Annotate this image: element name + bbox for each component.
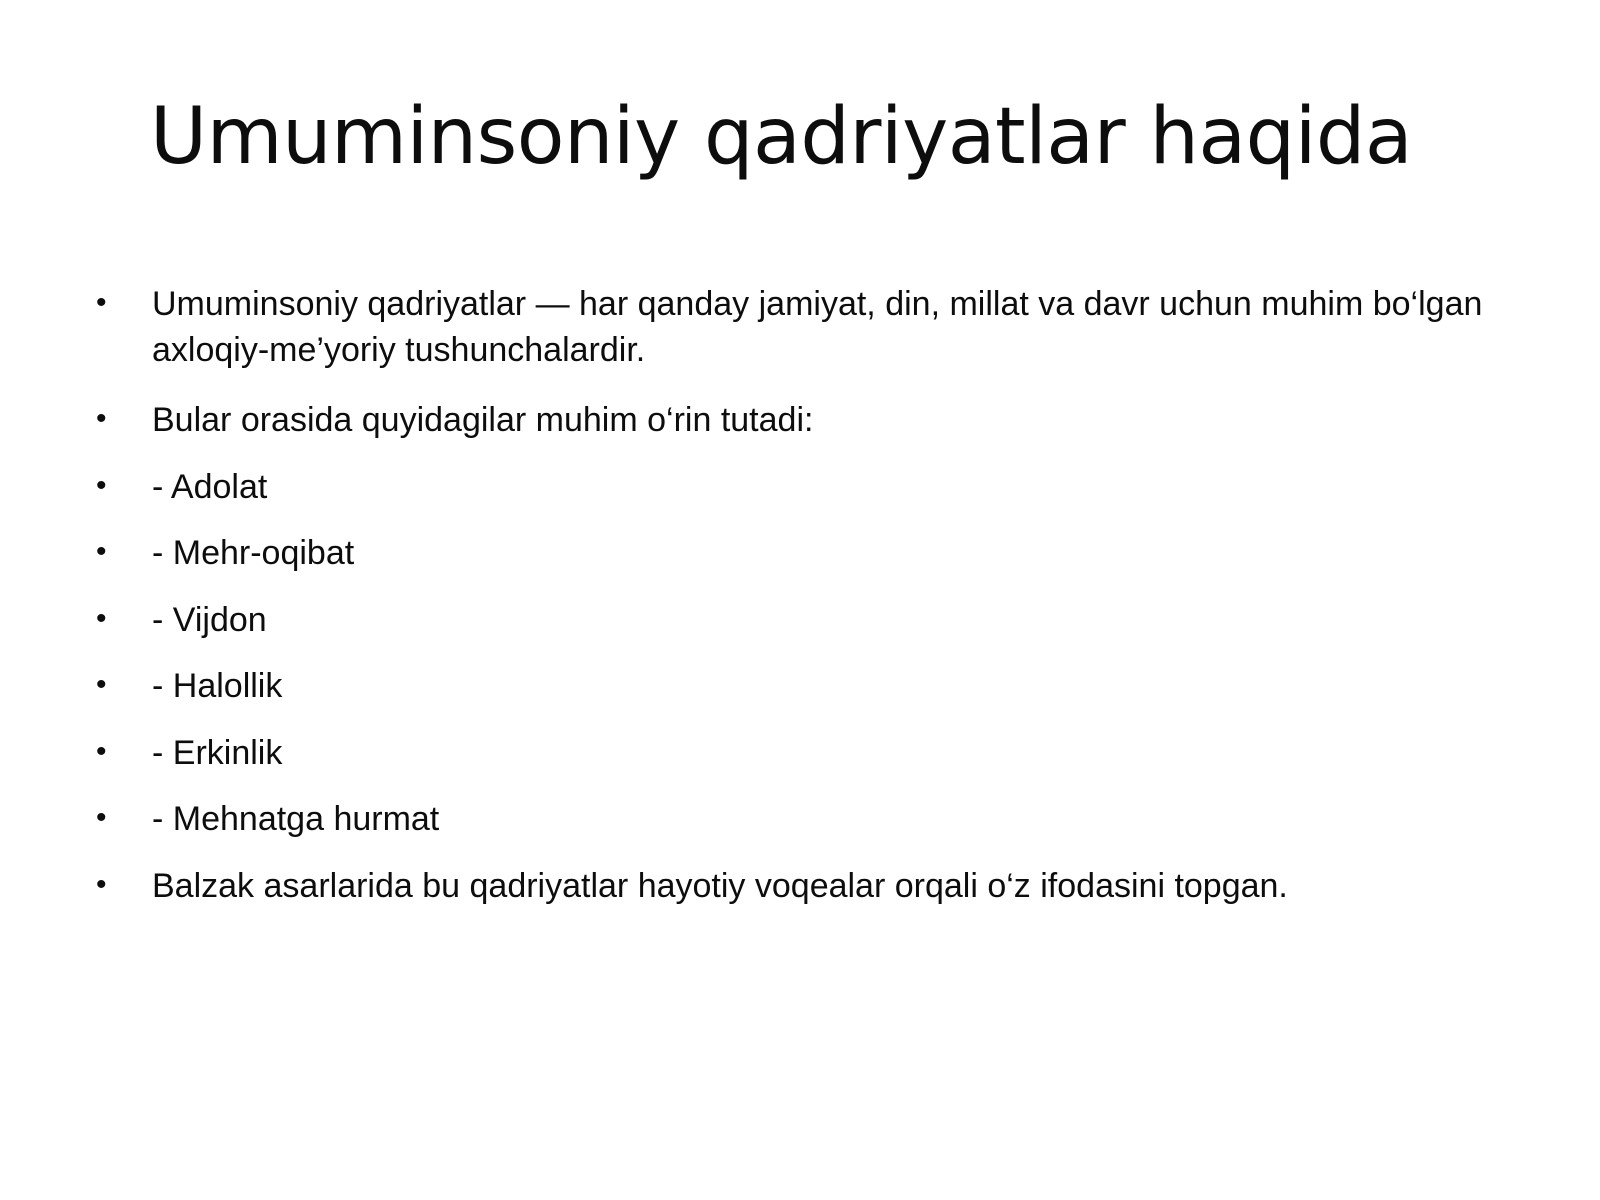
bullet-icon: • [96,668,107,702]
list-item-label: Balzak asarlarida bu qadriyatlar hayotiy voqealar orqali o‘z ifodasini topgan. [152,866,1288,905]
list-item-label: Umuminsoniy qadriyatlar — har qanday jamiyat, din, millat va davr uchun muhim bo‘lgan axloqiy-me’yoriy tushunchalardir. [152,285,1483,369]
list-item [88,797,1508,843]
list-item [88,598,1508,644]
bullet-icon: • [96,801,107,835]
page-title: Umuminsoniy qadriyatlar haqida [150,92,1413,182]
list-item [88,864,1508,910]
list-item-label: - Adolat [152,467,268,506]
bullet-icon: • [96,402,107,436]
list-item [88,531,1508,577]
list-item [88,465,1508,511]
bullet-icon: • [96,734,107,768]
bullet-icon: • [96,286,107,319]
list-item-label: Bular orasida quyidagilar muhim o‘rin tutadi: [152,401,814,440]
list-item [88,731,1508,777]
list-item [88,664,1508,710]
bullet-list [88,282,1508,930]
list-item-label: - Mehr-oqibat [152,534,355,573]
list-item-label: - Mehnatga hurmat [152,800,440,839]
bullet-icon: • [96,535,107,569]
bullet-icon: • [96,867,107,901]
list-item-label: - Halollik [152,667,283,706]
list-item [88,282,1508,373]
bullet-icon: • [96,468,107,502]
bullet-icon: • [96,601,107,635]
list-item-label: - Vijdon [152,600,267,639]
list-item-label: - Erkinlik [152,733,283,772]
list-item [88,398,1508,444]
